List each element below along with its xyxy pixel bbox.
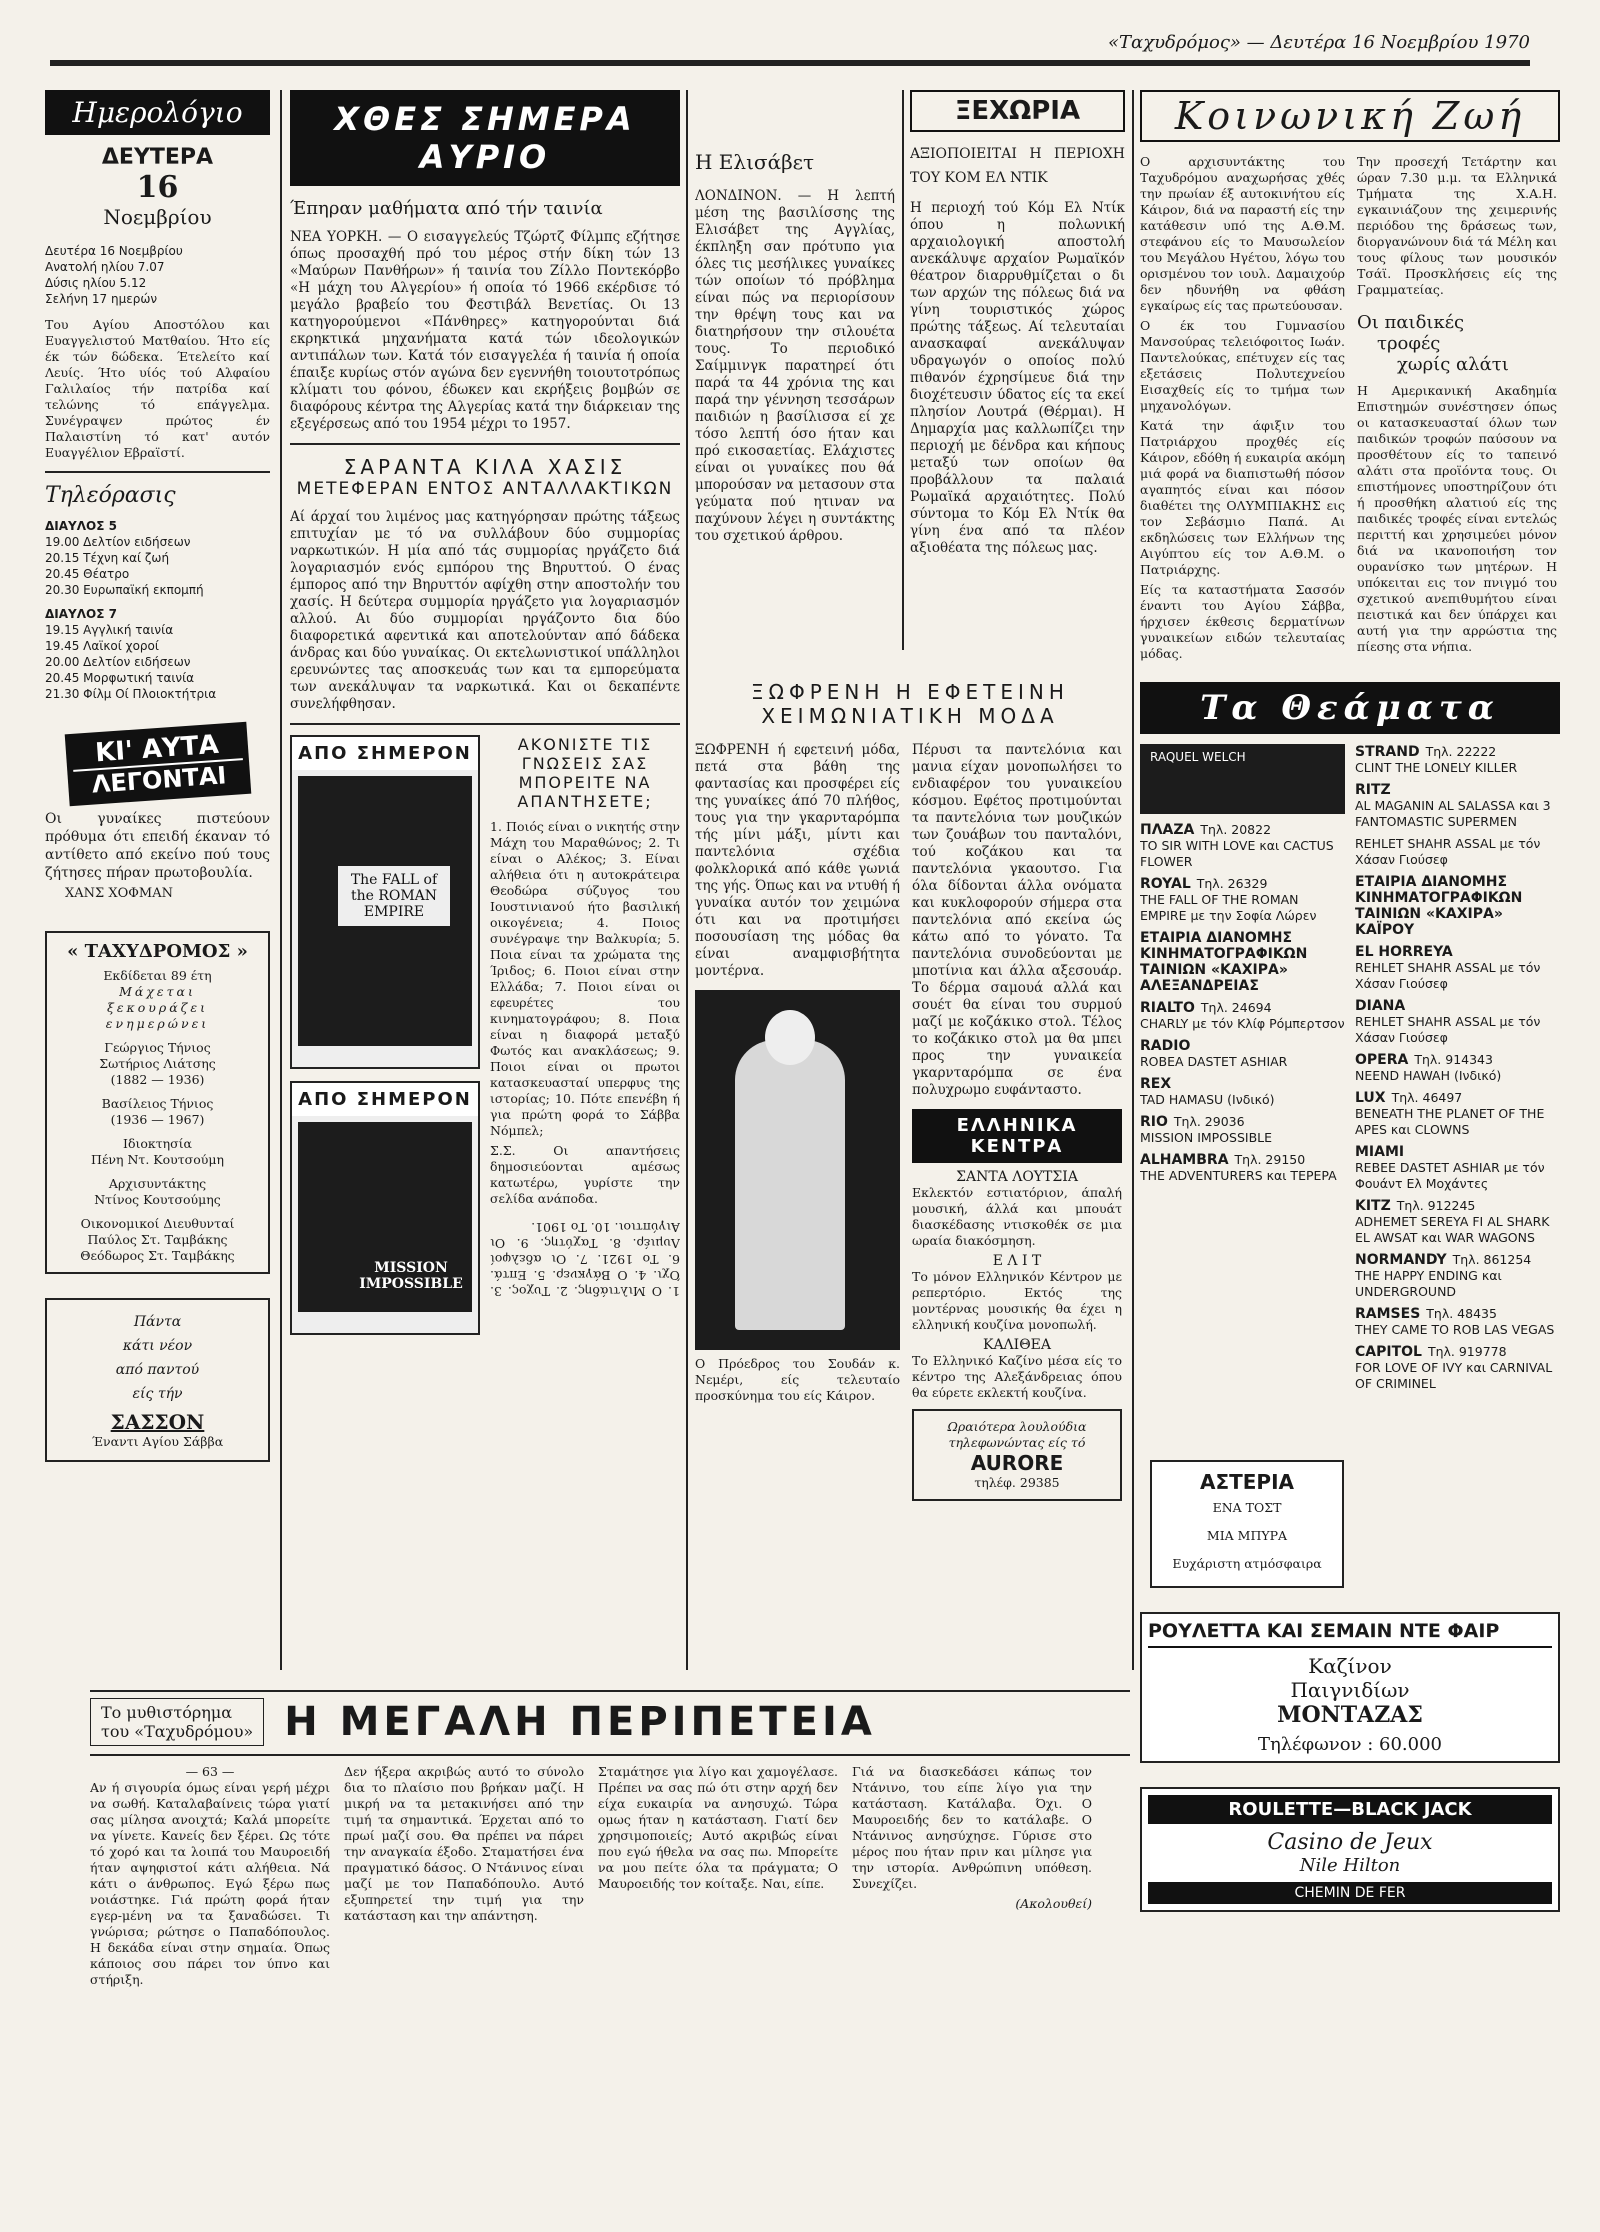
cinema-film: THE ADVENTURERS και TEPEPA — [1140, 1168, 1337, 1183]
top-rule — [50, 60, 1530, 66]
tv-row: 21.30 Φίλμ Οί Πλοιοκτήτρια — [45, 687, 217, 701]
plaza-ad — [1140, 744, 1345, 814]
section-banner: ΧΘΕΣ ΣΗΜΕΡΑ ΑΥΡΙΟ — [290, 90, 680, 186]
quiz-answers: 1. Ο Μιλτιάδης. 2. Τυχος. 3. Όχι. 4. Ο Βάγκνερ. 5. Επτά. 6. Το 1921. 7. Οι αδελφοί Λυμιέρ. 8. Ταχύτης. 9. Οι Αιγύπτιοι. 10. Το 1901. — [490, 1220, 680, 1299]
kalithea-title: ΚΑΛΙΘΕΑ — [982, 1337, 1052, 1353]
asteria-line: ΕΝΑ ΤΟΣΤ — [1212, 1500, 1282, 1515]
cinema-entry — [1355, 1306, 1560, 1338]
cinema-ad-title: ΑΠΟ ΣΗΜΕΡΟΝ — [292, 737, 478, 770]
cinema-name: CAPITOL — [1355, 1344, 1422, 1360]
quote-author: ΧΑΝΣ ΧΟΦΜΑΝ — [65, 886, 173, 901]
cinema-name: EL HORREYA — [1355, 944, 1453, 960]
masthead-date: «Ταχυδρόμος» — Δευτέρα 16 Νοεμβρίου 1970 — [1108, 32, 1530, 53]
cinema-tel: Τηλ. 46497 — [1391, 1090, 1463, 1105]
cinema-film: MISSION IMPOSSIBLE — [1140, 1130, 1273, 1145]
tv-row: 19.15 Αγγλική ταινία — [45, 623, 174, 637]
almanac-line: Ανατολή ηλίου 7.07 — [45, 260, 165, 274]
tv-row: 20.15 Τέχνη καί ζωή — [45, 551, 170, 565]
serial-text: Σταμάτησε για λίγο και χαμογέλασε. Πρέπει να σας πώ ότι στην αρχή δεν είχα ευκαιρία να ανησυχώ. Τώρα ομως ήταν η κατάσταση. Γιατί δεν χρησιμοποιείς; Αυτό ακριβώς είναι που εγώ ήθελα να σας πω. Μπορείτε να μου πείτε όλα τα πράγματα; Ο Μαυροειδής τον κοίταξε. Ναι, είπε. — [598, 1764, 838, 1891]
cinema-name: ΕΤΑΙΡΙΑ ΔΙΑΝΟΜΗΣ ΚΙΝΗΜΑΤΟΓΡΑΦΙΚΩΝ ΤΑΙΝΙΩΝ «ΚΑΧΙΡΑ» ΚΑΪΡΟΥ — [1355, 874, 1523, 938]
sasson-address: Έναντι Αγίου Σάββα — [91, 1434, 224, 1449]
plaza-ad-label: RAQUEL WELCH — [1150, 750, 1246, 764]
founder: Γεώργιος Τήνιος — [104, 1040, 211, 1055]
econ-label: Οικονομικοί Διευθυνταί — [80, 1216, 235, 1231]
quote-text: Οι γυναίκες πιστεύουν πρόθυμα ότι επειδή έκαναν τό αντίθετο από εκείνο πού τους ζήτησες πήραν πρωτοβουλία. — [45, 811, 270, 881]
social-item: Ο αρχισυντάκτης του Ταχυδρόμου αναχωρήσας χθές την πρωίαν έξ αυτοκινήτου είς Κάιρον, διά να παραστή είς την κατάθεσιν υπό της Α.Θ.Μ. στεφάνου είς το Μαυσωλείον του Μεγάλου Ηγέτου, λόγω του ορισμένου τον ιουλ. Δαμαιχούρ δεν ηδυνήθη να φθάση εγκαίρως είς τας πρωτεύουσαν. — [1140, 154, 1345, 313]
cinema-tel: Τηλ. 919778 — [1427, 1344, 1507, 1359]
cinema-film: ROBEA DASTET ASHIAR — [1140, 1054, 1288, 1069]
headline-hashish-2: ΜΕΤΕΦΕΡΑΝ ΕΝΤΟΣ ΑΝΤΑΛΛΑΚΤΙΚΩΝ — [296, 479, 674, 499]
kids-head-3: χωρίς αλάτι — [1397, 354, 1509, 375]
calendar-day: ΔΕΥΤΕΡΑ — [101, 145, 214, 170]
tv-row: 20.45 Μορφωτική ταινία — [45, 671, 195, 685]
cinema-entry — [1140, 1114, 1345, 1146]
cinema-film: REHLET SHAHR ASSAL με τόν Χάσαν Γιούσεφ — [1355, 836, 1541, 867]
cinema-name: KITZ — [1355, 1198, 1391, 1214]
cinema-entry — [1140, 930, 1345, 994]
econ-director: Παύλος Στ. Ταμβάκης — [87, 1232, 228, 1247]
column-yesterday-today — [290, 90, 680, 1670]
poster-image-1 — [298, 776, 472, 1046]
paper-line: Εκδίδεται 89 έτη — [103, 968, 212, 983]
cinema-name: RIO — [1140, 1114, 1168, 1130]
cinema-name: ΠΛΑΖΑ — [1140, 822, 1195, 838]
founder-years: (1936 — 1967) — [110, 1112, 205, 1127]
cinema-entry — [1355, 744, 1560, 776]
sasson-line: είς τήν — [132, 1386, 183, 1402]
cinema-name: ALHAMBRA — [1140, 1152, 1229, 1168]
santa-lucia-text: Εκλεκτόν εστιατόριον, άπαλή μουσική, άλλά και μπουάτ διασκέδασης ντισκοθέκ σε μια ωραία διακόσμηση. — [912, 1185, 1122, 1248]
roulette-title: ΡΟΥΛΕΤΤΑ ΚΑΙ ΣΕΜΑΙΝ ΝΤΕ ΦΑΙΡ — [1148, 1620, 1552, 1648]
serial-text: Δεν ήξερα ακριβώς αυτό το σύνολο δια το πλαίσιο που βρήκαν μαζί. Η μικρή να τα μετακινήσει από την τιμή τα σημαντικά. Έρχεται από το πρωί μαζί σου. Θα πρέπει να πάρει την αναγκαία έξοδο. Σταματήσει ένα πραγματικό δάσος. Ο Ντάνινος είναι μαζί με τον Παπαδόπουλο. Αυτό εξυπηρετεί την τιμή για την κατάσταση και την απάντηση. — [344, 1764, 584, 1923]
rb-chemin: CHEMIN DE FER — [1148, 1882, 1552, 1904]
editor-label: Αρχισυντάκτης — [108, 1176, 207, 1191]
rb-casino: Casino de Jeux — [1267, 1830, 1433, 1855]
kids-head-1: Οι παιδικές — [1357, 312, 1465, 333]
cinema-tel: Τηλ. 912245 — [1396, 1198, 1476, 1213]
quiz-title: ΑΚΟΝΙΣΤΕ ΤΙΣ ΓΝΩΣΕΙΣ ΣΑΣ ΜΠΟΡΕΙΤΕ ΝΑ ΑΠΑΝΤΗΣΕΤΕ; — [517, 735, 653, 811]
article-kids-food: Η Αμερικανική Ακαδημία Επιστημών συνέστησεν όπως οι κατασκευασταί όλων των παιδικών τροφών παύσουν να προσθέτουν είς το ταπεινό αλάτι στα προϊόντα τους. Οι επιστήμονες υποστηρίζουν ότι ή προσθήκη αλατιού είς της παιδικές τροφές είναι εντελώς περιττή και χρησιμεύει μόνον διά να ικανοποιήση τον ουρανίσκο των μητέρων. Η υπόκειται εις τον πνιγμό του σχετικού ανεπιθυμήτου είναι πειστικά και δεν ύπάρχει και αυτή για την αρρώστια της πίεσης στα νήπια. — [1357, 383, 1557, 654]
cinema-entry — [1355, 1252, 1560, 1300]
cinema-film: ADHEMET SEREYA FI AL SHARK EL AWSAT και WAR WAGONS — [1355, 1214, 1550, 1245]
cinema-film: CLINT THE LONELY KILLER — [1355, 760, 1518, 775]
tv-row: 20.45 Θέατρο — [45, 567, 130, 581]
article-hashish: Αί άρχαί του λιμένος μας κατηγόρησαν πρώτης τάξεως επιτυχίαν με τό να συλλάβουν δύο συμμορίας ναρκωτικών. Η μία από τάς συμμορίας ηργάζετο διά λογαριασμόν ενός εμπόρου της Βηρυττού. Ο ένας έμπορος από την Βηρυττόν αφίχθη στην αποστολήν του χασίς. Η δεύτερα συμμορία ηργάζετο για λογαριασμόν αλλού. Αι δύο συμμορίαι ηργάζοντο δια δύο διαφορετικά αφεντικά και αποτελούνταν από δάδεκα άνδρας και δύο γυναίκας. Οι εκτελωνιστικοί υπάλληλοι ερευνώντες τας αποσκευάς των και τα εμπορεύματα των ανεκάλυψαν τα ναρκωτικά. Και οι δεκαπέντε συνελήφθησαν. — [290, 509, 680, 712]
cinema-list-right — [1355, 744, 1560, 1398]
cinema-tel: Τηλ. 26329 — [1196, 876, 1268, 891]
casino-line: Καζίνον — [1308, 1654, 1392, 1678]
almanac-line: Δευτέρα 16 Νοεμβρίου — [45, 244, 183, 258]
tv-row: 19.00 Δελτίον ειδήσεων — [45, 535, 191, 549]
quiz-questions: 1. Ποιός είναι ο νικητής στην Μάχη του Μαραθώνος; 2. Τι είναι ο Αλέκος; 3. Είναι αλήθεια ότι η αυτοκράτειρα Θεοδώρα σύζυγος του Ιουστινιανού ήτο βασιλική οικογένεια; 4. Ποιος συνέγραψε την Βαλκυρία; 5. Ποια είναι τα χρώματα της Ίριδος; 6. Ποιοι είναι στην Ελλάδα; 7. Ποιοι είναι οι εφευρέτες του κινηματογράφου; 8. Ποια είναι η διαφορά μεταξύ Φωτός και ανακλάσεως; 9. Ποιοι είναι οι πρωτοι κατασκευασταί υπερφυς της ιστορίας; 10. Πότε επενέβη ή για πρώτη φορά το Σάββα Νόμπελ; — [490, 819, 680, 1138]
article-elizabeth: ΛΟΝΔΙΝΟΝ. — Η λεπτή μέση της βασιλίσσης της Ελισάβετ της Αγγλίας, έκπληξη σαν πρότυπο για όλες τις μεσήλικες γυναίκες τών οποίων τό πρόβλημα είναι πώς να περιορίσουν την θρέψη τους και να διατηρήσουν την σιλουέτα τους. Το περιοδικό Σαίμμινγκ παρατηρεί ότι παρά τα 44 χρόνια της και παρά την γέννηση τεσσάρων παιδιών η βασίλισσα εί χε τόσο λεπτή όσο ήταν και πρό εικοσαετίας. Ελάχιστες είναι οι γυναίκες που θά μπορούσαν να μετασουν στα γεύματα πού ητιναν να παχύνουν λέγει η συντάκτης του σχετικού άρθρου. — [695, 188, 895, 544]
social-item: Είς τα καταστήματα Σασσόν έναντι του Αγίου Σάββα, ήρχισεν έκθεσις δερματίνων γυναικείων ειδών τελευταίας μόδας. — [1140, 582, 1345, 661]
cinema-tel: Τηλ. 20822 — [1200, 822, 1272, 837]
kiafta-line1: ΚΙ' ΑΥΤΑ — [93, 729, 220, 769]
calendar-logo: Ημερολόγιο — [45, 90, 270, 135]
founder: Βασίλειος Τήνιος — [101, 1096, 214, 1111]
cinema-name: NORMANDY — [1355, 1252, 1447, 1268]
cinema-tel: Τηλ. 24694 — [1200, 1000, 1272, 1015]
headline-elizabeth: Η Ελισάβετ — [695, 150, 815, 174]
cinema-ads — [290, 735, 480, 1335]
article-fashion-2: Πέρυσι τα παντελόνια και μανια είχαν μονοπωλήσει το ενδιαφέρον του γυναικείου κόσμου. Εφέτος προτιμούνται τα παντελόνια των μουζικών των ζουάβων του πανταλόνι, τού κοζάκου και τα παντελόνια γκαουτσο. Για όλα δίδονται άλλα ονόματα και κυκλοφορούν σήμερα στα παντελόνια από εκείνα ώς κάτω από το γόνατο. Τα παντελόνια συνοδεύονται με μποτίνια και άλλα αξεσουάρ. Το δέρμα σαμουά αλλά και σουέτ θα είναι του συρμού μαζί με κοζάκικο στολ. Τέλος το κοζάκικο στολ μα θα μπει προς την γυναικεία γκαρνταρόμπα σε ένα πολυχρωμο ευφάνταστο. — [912, 742, 1122, 1098]
serial-title: Η ΜΕΓΑΛΗ ΠΕΡΙΠΕΤΕΙΑ — [284, 1699, 876, 1745]
serial-chapter: — 63 — — [185, 1764, 235, 1779]
cinema-name: MIAMI — [1355, 1144, 1405, 1160]
poster-image-2 — [298, 1122, 472, 1312]
tv-title: Τηλεόρασις — [45, 483, 176, 508]
channel-7: ΔΙΑΥΛΟΣ 7 — [45, 607, 117, 621]
channel-5: ΔΙΑΥΛΟΣ 5 — [45, 519, 117, 533]
rb-title: ROULETTE—BLACK JACK — [1148, 1795, 1552, 1824]
quiz-note: Σ.Σ. Οι απαντήσεις δημοσιεύονται αμέσως κατωτέρω, γυρίστε την σελίδα ανάποδα. — [490, 1143, 680, 1206]
asteria-line: ΜΙΑ ΜΠΥΡΑ — [1206, 1528, 1288, 1543]
cinema-list-left — [1140, 744, 1345, 1398]
president-photo — [695, 990, 900, 1350]
article-fashion: ΞΩΦΡΕΝΗ ή εφετεινή μόδα, πετά στα βάθη της φαντασίας και προσφέρει είς της γυναίκες άπό 70 πλήθος, τους για την γκαρνταρόμπα τής μίνι μάξι, μίντι και παντελόνια σχέδια φολκλορικά από κάθε γωνιά της γής. Όπως και να ντυθή ή γυναίκα αυτόν τον χειμώνα ότι και να προτιμήσει ποσουσίαση της μόδας θα είναι αναμφισβήτητα μοντέρνα. — [695, 742, 900, 979]
aurore-text: Ωραιότερα λουλούδια τηλεφωνώντας είς τό — [947, 1419, 1087, 1450]
fashion-block — [695, 680, 1125, 1680]
almanac — [45, 243, 270, 307]
casino-tel: Τηλέφωνον : 60.000 — [1257, 1734, 1443, 1755]
cinema-name: ΕΤΑΙΡΙΑ ΔΙΑΝΟΜΗΣ ΚΙΝΗΜΑΤΟΓΡΑΦΙΚΩΝ ΤΑΙΝΙΩΝ «ΚΑΧΙΡΑ» ΑΛΕΞΑΝΔΡΕΙΑΣ — [1140, 930, 1308, 994]
serial-label-1: Το μυθιστόρημα — [101, 1703, 233, 1722]
photo-caption: Ο Πρόεδρος του Σουδάν κ. Νεμέρι, είς τελευταίο προσκύνημα του είς Κάιρον. — [695, 1356, 900, 1403]
headline-film: Έπηραν μαθήματα από τήν ταινία — [290, 198, 603, 219]
rb-hotel: Nile Hilton — [1299, 1855, 1401, 1876]
founder: Σωτήριος Λιάτσης — [99, 1056, 216, 1071]
cinema-ad-2 — [290, 1081, 480, 1335]
sasson-ad — [45, 1298, 270, 1462]
poster-title: MISSION IMPOSSIBLE — [359, 1260, 463, 1292]
tv-row: 20.30 Ευρωπαϊκή εκπομπή — [45, 583, 204, 597]
article-film: ΝΕΑ ΥΟΡΚΗ. — Ο εισαγγελεύς Τζώρτζ Φίλμπς εζήτησε όπως προσαχθή πρό του μέρος στήν δίκη τών 13 «Μαύρων Πανθήρων» ή ταινία του Ζίλλο Ποντεκόρβο «Η μάχη του Αλγερίου» ή οποία τό 1966 εκέρδισε τό μεγάλο βραβείο του Φεστιβάλ Βενετίας. Οι 13 κατηγορούμενοι «Πάνθηρες» κατηγορούνται διά εκρηκτικά μηχανήματα κατά τών ιδεολογικών αντιπάλων των. Κατά τόν εισαγγελέα ή ταινία ή οποία έπαιξε κυρίως στόν αγώνα δεν εγεννήθη τοιουτοτρόπως κλίματι του φόνου, έδωκεν και εκρήξεις βομβών σε διαφόρους κέντρα της Αλγερίας κατά την διάρκειαν της εξεγέρσεως από του 1954 μέχρι το 1957. — [290, 229, 680, 432]
kids-head-2: τροφές — [1377, 333, 1441, 354]
serial-label-2: του «Ταχυδρόμου» — [101, 1722, 254, 1741]
cinema-name: RAMSES — [1355, 1306, 1421, 1322]
cinema-tel: Τηλ. 914343 — [1414, 1052, 1493, 1067]
cinema-film: TO SIR WITH LOVE και CACTUS FLOWER — [1140, 838, 1334, 869]
tv-row: 19.45 Λαϊκοί χοροί — [45, 639, 159, 653]
cinema-film: REHLET SHAHR ASSAL με τόν Χάσαν Γιούσεφ — [1355, 1014, 1541, 1045]
cinema-name: STRAND — [1355, 744, 1420, 760]
cinema-tel: Τηλ. 29150 — [1234, 1152, 1306, 1167]
almanac-line: Σελήνη 17 ημερών — [45, 292, 158, 306]
cinema-entry — [1355, 1198, 1560, 1246]
cinema-ad-title: ΑΠΟ ΣΗΜΕΡΟΝ — [292, 1083, 478, 1116]
cinema-entry — [1140, 1000, 1345, 1032]
cinema-film: REBEE DASTET ASHIAR με τόν Φουάντ Ελ Μοχάντες — [1355, 1160, 1545, 1191]
santa-lucia-title: ΣΑΝΤΑ ΛΟΥΤΣΙΑ — [956, 1169, 1078, 1185]
editor: Ντίνος Κουτσούμης — [94, 1192, 221, 1207]
serial-story — [90, 1698, 1130, 2218]
social-item: Ο έκ του Γυμνασίου Μανσούρας τελειόφοιτος Ιωάν. Παντελούκας, επέτυχεν είς τας εξετάσεις Πολυτεχνείου Εισαχθείς είς το τμήμα των μηχανολόγων. — [1140, 318, 1345, 413]
ads-bottom-right — [1140, 1460, 1560, 2220]
aurore-ad — [912, 1409, 1122, 1501]
cinema-film: REHLET SHAHR ASSAL με τόν Χάσαν Γιούσεφ — [1355, 960, 1541, 991]
sasson-line: Πάντα — [133, 1314, 182, 1330]
aurore-name: AURORE — [970, 1451, 1064, 1475]
poster-title: The FALL of the ROMAN EMPIRE — [338, 866, 450, 926]
casino-line: Παιγνιδίων — [1290, 1678, 1410, 1702]
asteria-title: ΑΣΤΕΡΙΑ — [1199, 1470, 1295, 1494]
cinema-name: RADIO — [1140, 1038, 1191, 1054]
cinema-entry — [1355, 1090, 1560, 1138]
owner-label: Ιδιοκτησία — [123, 1136, 192, 1151]
cinema-entry — [1355, 1052, 1560, 1084]
asteria-ad — [1150, 1460, 1344, 1588]
kalithea-text: Το Ελληνικό Καζίνο μέσα είς το κέντρο της Αλεξάνδρειας όπου θα εύρετε εκλεκτή κουζίνα. — [912, 1353, 1122, 1400]
cinema-tel: Τηλ. 861254 — [1452, 1252, 1532, 1267]
cinema-tel: Τηλ. 29036 — [1173, 1114, 1245, 1129]
social-item: Κατά την άφιξιν του Πατριάρχου προχθές είς Κάιρον, εδόθη ή ευκαιρία ακόμη μιά φορά να διαπιστωθή πόσον αγαπητός είναι και πόσον διαθέτει της ΟΛΥΜΠΙΑΚΗΣ εις τον Σεβάσμιο Παπά. Αι εκδηλώσεις των Ελλήνων της Αιγύπτου είς τον Α.Θ.Μ. ο Πατριάρχης. — [1140, 418, 1345, 577]
founder-years: (1882 — 1936) — [110, 1072, 205, 1087]
column-calendar — [45, 90, 270, 1670]
cinema-name: RIALTO — [1140, 1000, 1195, 1016]
cinema-film: THE HAPPY ENDING και UNDERGROUND — [1355, 1268, 1502, 1299]
cinema-name: DIANA — [1355, 998, 1406, 1014]
sasson-line: από παντού — [115, 1362, 200, 1378]
cinema-entry — [1355, 1344, 1560, 1392]
serial-text: Αν ή σιγουρία όμως είναι γερή μέχρι να σωθή. Καταλαβαίνεις τώρα γιατί σας μίλησα ανοιχτά; Καλά μπορείτε να γίνετε. Κανείς δεν ξέρει. Ως τότε τό χορό και τα λοιπά του Μαυροειδή ήταν αψηφιστοί κάτι αλήθεια. Νά κάτι ο άνθρωπος. Εγώ ξέρω πως νοιάστηκε. Γιά πρώτη φορά ήταν εγερ-μένη να τα ξαναδώσει. Τι γνώρισα; ρώτησε ο Παπαδόπουλος. Η δεκάδα είναι στην σημαία. Όπως κάποιος σου πάρει τον ύπνο και στήριξη. — [90, 1780, 330, 1987]
cinema-name: REX — [1140, 1076, 1172, 1092]
sasson-line: κάτι νέον — [122, 1338, 193, 1354]
elit-text: Το μόνον Ελληνικόν Κέντρον με ρεπερτόριο. Εκτός της μοντέρνας μουσικής θα έχει η ελληνική κουζίνα μονοπωλή. — [912, 1269, 1122, 1332]
cinema-entry — [1140, 822, 1345, 870]
paper-line: ξεκουράζει — [106, 1000, 209, 1015]
cinema-film: THE FALL OF THE ROMAN EMPIRE με την Σοφία Λώρεν — [1140, 892, 1317, 923]
cinema-name: RITZ — [1355, 782, 1391, 798]
headline-fashion: ΞΩΦΡΕΝΗ Η ΕΦΕΤΕΙΝΗ ΧΕΙΜΩΝΙΑΤΙΚΗ ΜΟΔΑ — [751, 680, 1069, 728]
cinema-tel: Τηλ. 22222 — [1425, 744, 1497, 759]
social-item: Την προσεχή Τετάρτην και ώραν 7.30 μ.μ. τα Ελληνικά Τμήματα της Χ.Α.Η. εγκαινιάζουν της χειμερινής περιόδου της δράσεως των, διοργανώνουν διά τά Μέλη και τους φίλους των μουσικόν Τσάϊ. Προσκλήσεις είς της Γραμματείας. — [1357, 154, 1557, 297]
sasson-name: ΣΑΣΣΟΝ — [110, 1410, 205, 1434]
paper-name: « ΤΑΧΥΔΡΟΜΟΣ » — [67, 941, 248, 962]
cinema-entry — [1355, 836, 1560, 868]
paper-line: Μάχεται — [119, 984, 196, 999]
casino-ad — [1140, 1612, 1560, 1763]
almanac-line: Δύσις ηλίου 5.12 — [45, 276, 147, 290]
article-district: Η περιοχή τού Κόμ Ελ Ντίκ όπου η πολωνική αρχαιολογική αποστολή ανεκάλυψε αρχαίον Ρωμαϊκόν θέατρον διαρρυθμίζεται ο δι των αρχών της πόλεως διά να γίνη τουριστικός χώρος πρώτης τάξεως. Αί τελευταίαι ανασκαφαί ανεκάλυψαν υδραγωγόν ο οποίος πολύ πιθανόν έχρησίμευε διά την διοχέτευσιν ύδατος είς τα εκεί πλησίον Λουτρά (Θέρμαι). Η Δημαρχία μας καλλωπίζει την περιοχή με δένδρα και κήπους μεταξύ των οποίων θα προβάλλουν τα παλαιά Ρωμαϊκά αρχαιότητες. Πολύ σύντομα το Κόμ Ελ Ντίκ θα γίνη ένα από τα πλέον αξιοθέατα της πόλεως μας. — [910, 200, 1125, 556]
shows-banner: Τα Θεάματα — [1140, 682, 1560, 734]
cinema-entry — [1355, 998, 1560, 1046]
aurore-tel: τηλέφ. 29385 — [974, 1475, 1060, 1490]
hellenic-centres-banner: ΕΛΛΗΝΙΚΑ ΚΕΝΤΡΑ — [912, 1109, 1122, 1163]
cinema-entry — [1140, 876, 1345, 924]
cinema-tel: Τηλ. 48435 — [1426, 1306, 1497, 1321]
owner: Πένη Ντ. Κουτσούμη — [91, 1152, 224, 1167]
roulette-blackjack-ad — [1140, 1787, 1560, 1912]
social-logo: Κοινωνική Ζωή — [1140, 90, 1560, 142]
cinema-name: ROYAL — [1140, 876, 1191, 892]
kiafta-line2: ΛΕΓΟΝΤΑΙ — [73, 758, 245, 800]
cinema-film: TAD HAMASU (Ινδικό) — [1140, 1092, 1275, 1107]
saint-of-day: Του Αγίου Αποστόλου και Ευαγγελιστού Ματθαίου. Ήτο είς έκ τών δώδεκα. Έτελείτο καί Λευίς. Ήτο υίός τού Αλφαίου Γαλιλαίος τήν πατρίδα καί τελώνης τό επάγγελμα. Συνέγραψεν πρώτος έν Παλαιστίνη τό κατ' αυτόν Ευαγγέλιον Εβραϊστί. — [45, 317, 270, 460]
cinema-entry — [1140, 1038, 1345, 1070]
cinema-name: LUX — [1355, 1090, 1386, 1106]
cinema-ad-1 — [290, 735, 480, 1069]
cinema-listings — [1140, 744, 1560, 1398]
calendar-month: Νοεμβρίου — [103, 205, 212, 229]
cinema-film: BENEATH THE PLANET OF THE APES και CLOWNS — [1355, 1106, 1545, 1137]
econ-director: Θεόδωρος Στ. Ταμβάκης — [80, 1248, 235, 1263]
cinema-film: AL MAGANIN AL SALASSA και 3 FANTOMASTIC SUPERMEN — [1355, 798, 1551, 829]
district-logo: ΞΕΧΩΡΙΑ — [910, 90, 1125, 132]
cinema-entry — [1355, 874, 1560, 938]
headline-hashish-1: ΣΑΡΑΝΤΑ ΚΙΛΑ ΧΑΣΙΣ — [343, 455, 627, 479]
cinema-entry — [1140, 1152, 1345, 1184]
cinema-film: THEY CAME TO ROB LAS VEGAS — [1355, 1322, 1555, 1337]
cinema-entry — [1355, 1144, 1560, 1192]
district-sub: ΑΞΙΟΠΟΙΕΙΤΑΙ Η ΠΕΡΙΟΧΗ ΤΟΥ ΚΟΜ ΕΛ ΝΤΙΚ — [910, 146, 1125, 186]
cinema-entry — [1355, 782, 1560, 830]
casino-line: ΜΟΝΤΑΖΑΣ — [1277, 1702, 1423, 1728]
serial-text: Γιά να διασκεδάσει κάπως τον Ντάνινο, του είπε λίγο για την κατάσταση. Κατάλαβα. Όχι. Ο Μαυροειδής δεν το κατάλαβε. Ο Ντάνινος ανησύχησε. Γύρισε στο μέρος που ήταν πριν και μίλησε για την ιστορία. Ανθρώπινη υπόθεση. Συνεχίζει. — [852, 1764, 1092, 1891]
serial-continue: (Ακολουθεί) — [1015, 1896, 1092, 1911]
calendar-date: 16 — [136, 170, 179, 205]
cinema-film: NEEND HAWAH (Ινδικό) — [1355, 1068, 1502, 1083]
cinema-name: OPERA — [1355, 1052, 1409, 1068]
paper-line: ενημερώνει — [105, 1016, 210, 1031]
elit-title: Ε Λ Ι Τ — [992, 1253, 1042, 1269]
kiafta-logo — [64, 722, 251, 807]
cinema-film: FOR LOVE OF IVY και CARNIVAL OF CRIMINEL — [1355, 1360, 1553, 1391]
cinema-entry — [1140, 1076, 1345, 1108]
cinema-film: CHARLY με τόν Κλίφ Ρόμπερτσον — [1140, 1016, 1345, 1031]
asteria-line: Ευχάριστη ατμόσφαιρα — [1172, 1556, 1322, 1571]
cinema-entry — [1355, 944, 1560, 992]
staff-box — [45, 931, 270, 1274]
tv-row: 20.00 Δελτίον ειδήσεων — [45, 655, 191, 669]
